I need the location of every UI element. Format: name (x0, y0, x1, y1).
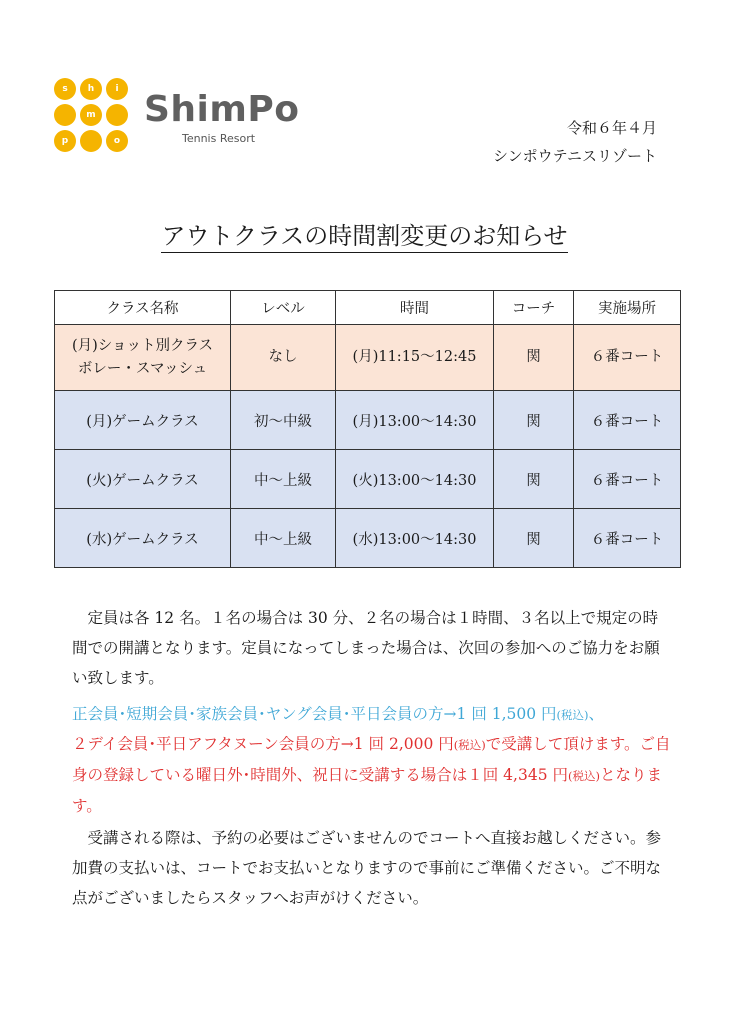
logo-dot-h: h (80, 78, 102, 100)
header-coach: コーチ (494, 291, 574, 325)
notice-title-wrap (0, 220, 729, 252)
logo-brand-text: ShimPo (144, 89, 300, 130)
cell-place: ６番コート (574, 325, 681, 391)
header-level: レベル (231, 291, 336, 325)
logo-dot-s: s (54, 78, 76, 100)
class-name-line-2: ボレー・スマッシュ (77, 360, 208, 377)
tax-included-note: (税込) (453, 738, 486, 752)
cell-coach: 関 (494, 391, 574, 450)
schedule-table (54, 290, 681, 568)
cell-time: (火)13:00～14:30 (336, 450, 494, 509)
cell-coach: 関 (494, 325, 574, 391)
table-row (55, 325, 681, 391)
logo-dot-p: p (54, 130, 76, 152)
cell-level: 初～中級 (231, 391, 336, 450)
regular-member-fee (72, 699, 682, 730)
regular-fee-text: 正会員･短期会員･家族会員･ヤング会員･平日会員の方→1 回 1,500 円 (72, 705, 557, 723)
logo-dots (54, 78, 130, 154)
cell-coach: 関 (494, 450, 574, 509)
class-name-line-1: (月)ショット別クラス (71, 337, 214, 354)
tax-included-note: (税込) (556, 708, 589, 722)
attendance-paragraph: 受講される際は、予約の必要はございませんのでコートへ直接お越しください。参加費の支払いは、コートでお支払いとなりますので事前にご準備ください。ご不明な点がございましたらスタッフへお声がけください。 (72, 829, 662, 907)
cell-level: 中～上級 (231, 509, 336, 568)
header-time: 時間 (336, 291, 494, 325)
cell-time: (水)13:00～14:30 (336, 509, 494, 568)
cell-class-name: (水)ゲームクラス (55, 509, 231, 568)
cell-place: ６番コート (574, 391, 681, 450)
cell-coach: 関 (494, 509, 574, 568)
shimpo-logo (54, 78, 314, 156)
cell-time: (月)13:00～14:30 (336, 391, 494, 450)
table-row (55, 509, 681, 568)
logo-dot-blank-1 (54, 104, 76, 126)
header-class-name: クラス名称 (55, 291, 231, 325)
logo-dot-blank-2 (106, 104, 128, 126)
header-place: 実施場所 (574, 291, 681, 325)
notice-issuer: シンポウテニスリゾート (492, 147, 657, 165)
cell-time: (月)11:15～12:45 (336, 325, 494, 391)
logo-brand-subtitle: Tennis Resort (182, 132, 256, 145)
other-fee-text-b: で受講して頂けます。ご自身の登録している曜日外･時間外、祝日に受講する場合は１回 4,345 円 (72, 735, 671, 784)
notice-date: 令和６年４月 (566, 119, 657, 137)
cell-class-name (55, 325, 231, 391)
logo-dot-blank-3 (80, 130, 102, 152)
cell-place: ６番コート (574, 450, 681, 509)
logo-dot-o: o (106, 130, 128, 152)
cell-class-name: (月)ゲームクラス (55, 391, 231, 450)
table-row (55, 391, 681, 450)
cell-level: 中～上級 (231, 450, 336, 509)
table-row (55, 450, 681, 509)
other-fee-text-c: となります。 (72, 766, 662, 815)
cell-place: ６番コート (574, 509, 681, 568)
capacity-paragraph: 定員は各 12 名。１名の場合は 30 分、２名の場合は１時間、３名以上で規定の時間での開講となります。定員になってしまった場合は、次回の参加へのご協力をお願い致します。 (72, 609, 660, 687)
table-header-row (55, 291, 681, 325)
cell-level: なし (231, 325, 336, 391)
logo-dot-i: i (106, 78, 128, 100)
other-member-fee (72, 729, 672, 821)
logo-dot-m: m (80, 104, 102, 126)
tax-included-note: (税込) (567, 769, 600, 783)
notice-title: アウトクラスの時間割変更のお知らせ (161, 222, 567, 253)
other-fee-text-a: ２デイ会員･平日アフタヌーン会員の方→1 回 2,000 円 (72, 735, 454, 753)
regular-fee-tail: 、 (588, 705, 605, 723)
cell-class-name: (火)ゲームクラス (55, 450, 231, 509)
